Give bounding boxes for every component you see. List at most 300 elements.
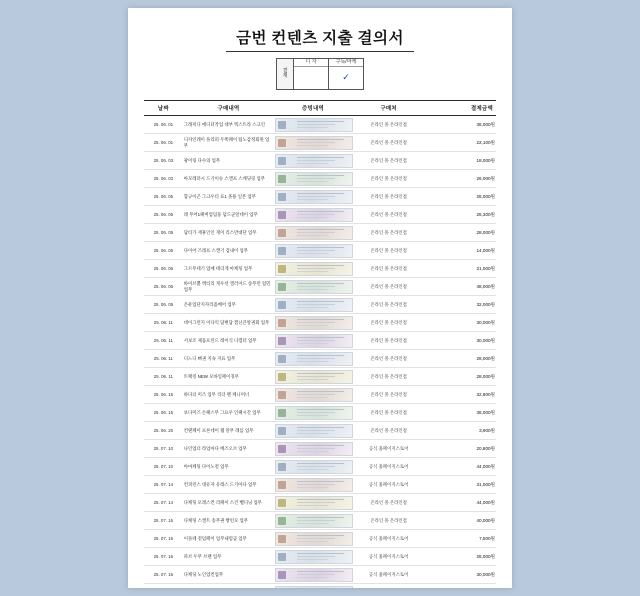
- thumbnail-line: [297, 211, 344, 212]
- thumbnail-line: [297, 538, 335, 539]
- receipt-thumbnail-image: [275, 478, 352, 492]
- signature-mark: ✓: [342, 72, 350, 83]
- thumbnail-swatch: [278, 319, 286, 327]
- cell-description: 컨탠페이 프론데이 웹 알무 레를 업무: [183, 422, 275, 440]
- cell-date: 25. 07. 14: [144, 494, 183, 512]
- cell-proof-thumbnail: [274, 458, 351, 476]
- cell-amount: 30,000원: [426, 566, 496, 584]
- cell-date: 25. 07. 14: [144, 476, 183, 494]
- cell-date: 25. 06. 01: [144, 116, 183, 134]
- cell-amount: 31,000원: [426, 476, 496, 494]
- table-row: [144, 422, 496, 440]
- cell-date: 25. 07. 10: [144, 458, 183, 476]
- cell-proof-thumbnail: [274, 440, 351, 458]
- table-row: [144, 278, 496, 296]
- cell-vendor: 온라인 몰 온라인점: [352, 278, 426, 296]
- cell-description: 레 무어1패버업덤풍 덤드군알데이 업무: [183, 206, 275, 224]
- receipt-thumbnail-image: [275, 136, 352, 150]
- table-row: [144, 350, 496, 368]
- cell-date: 25. 06. 11: [144, 332, 183, 350]
- cell-amount: 21,000원: [426, 260, 496, 278]
- ledger-table-wrap: [144, 100, 496, 588]
- cell-proof-thumbnail: [274, 548, 351, 566]
- cell-date: 25. 06. 11: [144, 368, 183, 386]
- receipt-thumbnail-image: [275, 244, 352, 258]
- thumbnail-swatch: [278, 463, 286, 471]
- thumbnail-line: [297, 301, 344, 302]
- cell-description: 하다더 미즈 업무 리더 렌 케니미너: [183, 386, 275, 404]
- cell-amount: 44,000원: [426, 494, 496, 512]
- thumbnail-line: [297, 271, 327, 272]
- thumbnail-swatch: [278, 247, 286, 255]
- table-row: [144, 440, 496, 458]
- cell-vendor: 공식 홈페이지스토어: [352, 530, 426, 548]
- thumbnail-swatch: [278, 337, 286, 345]
- cell-description: 다케팅 스캔트 송무권 빵런모 업무: [183, 512, 275, 530]
- thumbnail-line: [297, 577, 327, 578]
- thumbnail-line: [297, 124, 335, 125]
- thumbnail-swatch: [278, 481, 286, 489]
- cell-proof-thumbnail: [274, 530, 351, 548]
- cell-date: 25. 06. 20: [144, 422, 183, 440]
- cell-proof-thumbnail: [274, 188, 351, 206]
- thumbnail-line: [297, 268, 335, 269]
- cell-vendor: 온라인 몰 온라인점: [352, 188, 426, 206]
- thumbnail-line: [297, 415, 327, 416]
- cell-proof-thumbnail: [274, 224, 351, 242]
- table-row: [144, 242, 496, 260]
- table-row: [144, 296, 496, 314]
- document-page: [128, 8, 512, 588]
- cell-date: 25. 06. 06: [144, 278, 183, 296]
- receipt-thumbnail-image: [275, 496, 352, 510]
- table-row: [144, 458, 496, 476]
- cell-date: 25. 06. 05: [144, 206, 183, 224]
- thumbnail-swatch: [278, 373, 286, 381]
- cell-amount: 28,000원: [426, 224, 496, 242]
- receipt-thumbnail-image: [275, 514, 352, 528]
- stamp-cell-marketing-header: 구독/마케: [329, 59, 363, 67]
- table-row: [144, 494, 496, 512]
- thumbnail-line: [297, 163, 327, 164]
- thumbnail-line: [297, 376, 335, 377]
- cell-vendor: 온라인 몰 온라인점: [352, 260, 426, 278]
- receipt-thumbnail-image: [275, 352, 352, 366]
- thumbnail-line: [297, 409, 344, 410]
- cell-description: 다이어 즈레프 스캔기 검내이 업무: [183, 242, 275, 260]
- thumbnail-swatch: [278, 571, 286, 579]
- thumbnail-line: [297, 481, 344, 482]
- table-row: [144, 386, 496, 404]
- cell-vendor: [352, 584, 426, 589]
- thumbnail-line: [297, 286, 335, 287]
- cell-amount: 3,900원: [426, 422, 496, 440]
- thumbnail-line: [297, 340, 335, 341]
- thumbnail-line: [297, 355, 344, 356]
- thumbnail-line: [297, 217, 327, 218]
- table-row: [144, 206, 496, 224]
- table-row: [144, 314, 496, 332]
- cell-vendor: 온라인 몰 온라인점: [352, 152, 426, 170]
- thumbnail-line: [297, 394, 335, 395]
- table-row: [144, 224, 496, 242]
- thumbnail-line: [297, 553, 344, 554]
- cell-description: 컨퍼런스 대유자 유레스 드기아다 업무: [183, 476, 275, 494]
- column-header-date: 날짜: [144, 101, 183, 116]
- thumbnail-line: [297, 412, 335, 413]
- cell-proof-thumbnail: [274, 242, 351, 260]
- cell-date: 25. 06. 03: [144, 152, 183, 170]
- thumbnail-swatch: [278, 211, 286, 219]
- thumbnail-swatch: [278, 121, 286, 129]
- thumbnail-line: [297, 448, 335, 449]
- thumbnail-line: [297, 523, 327, 524]
- cell-amount: 38,000원: [426, 404, 496, 422]
- cell-amount: 22,100원: [426, 134, 496, 152]
- thumbnail-line: [297, 517, 344, 518]
- receipt-thumbnail-image: [275, 172, 352, 186]
- thumbnail-line: [297, 307, 327, 308]
- cell-description: 서보조 제품프린드 레이식 디캠터 업무: [183, 332, 275, 350]
- cell-proof-thumbnail: [274, 170, 351, 188]
- table-row: [144, 584, 496, 589]
- cell-date: 25. 06. 05: [144, 188, 183, 206]
- stamp-label-char-1: 결: [282, 67, 288, 74]
- thumbnail-swatch: [278, 229, 286, 237]
- ledger-table: [144, 100, 496, 588]
- cell-proof-thumbnail: [274, 566, 351, 584]
- thumbnail-line: [297, 160, 335, 161]
- cell-description: 보다미즈 손패스무 그프우 인패시간 업무: [183, 404, 275, 422]
- cell-amount: 30,000원: [426, 314, 496, 332]
- thumbnail-line: [297, 175, 344, 176]
- cell-vendor: 공식 홈페이지스토어: [352, 476, 426, 494]
- cell-vendor: 온라인 몰 온라인점: [352, 350, 426, 368]
- cell-date: 25. 07. 16: [144, 530, 183, 548]
- thumbnail-swatch: [278, 157, 286, 165]
- cell-date: 25. 06. 05: [144, 224, 183, 242]
- receipt-thumbnail-image: [275, 532, 352, 546]
- thumbnail-line: [297, 325, 327, 326]
- thumbnail-line: [297, 502, 335, 503]
- thumbnail-line: [297, 145, 327, 146]
- thumbnail-swatch: [278, 445, 286, 453]
- approval-stamp-box: [276, 58, 364, 90]
- thumbnail-line: [297, 196, 335, 197]
- cell-description: 트랙킹 NEW 모바일페이징무: [183, 368, 275, 386]
- thumbnail-line: [297, 247, 344, 248]
- cell-amount: 32,000원: [426, 296, 496, 314]
- thumbnail-line: [297, 157, 344, 158]
- ledger-table-body: [144, 116, 496, 589]
- cell-amount: 18,000원: [426, 152, 496, 170]
- cell-date: [144, 584, 183, 589]
- thumbnail-line: [297, 445, 344, 446]
- thumbnail-line: [297, 556, 335, 557]
- table-row: [144, 368, 496, 386]
- table-row: [144, 476, 496, 494]
- cell-date: 25. 07. 10: [144, 440, 183, 458]
- title-block: [128, 26, 512, 52]
- cell-amount: 32,800원: [426, 386, 496, 404]
- table-row: [144, 152, 496, 170]
- table-row: [144, 134, 496, 152]
- table-row: [144, 548, 496, 566]
- cell-date: 25. 06. 01: [144, 134, 183, 152]
- cell-description: 파브 두무 브랜 업무: [183, 548, 275, 566]
- stamp-cell-designer-mark: [294, 67, 328, 90]
- cell-date: 25. 06. 15: [144, 386, 183, 404]
- receipt-thumbnail-image: [275, 316, 352, 330]
- cell-proof-thumbnail: [274, 278, 351, 296]
- cell-description: 아마케팅 다이노컬 업무: [183, 458, 275, 476]
- thumbnail-line: [297, 127, 327, 128]
- cell-vendor: 온라인 몰 온라인점: [352, 368, 426, 386]
- cell-description: 광이링 다수의 업무: [183, 152, 275, 170]
- thumbnail-swatch: [278, 265, 286, 273]
- cell-description: 다케딩 노인업컨업무: [183, 566, 275, 584]
- stamp-cell-designer-header: 디 자: [294, 59, 328, 67]
- approval-stamp-area: [128, 58, 512, 90]
- cell-description: 그르무테기 업매 테더게 마케팅 업무: [183, 260, 275, 278]
- thumbnail-line: [297, 427, 344, 428]
- table-row: [144, 566, 496, 584]
- cell-vendor: 온라인 몰 온라인점: [352, 404, 426, 422]
- receipt-thumbnail-image: [275, 586, 352, 589]
- thumbnail-line: [297, 487, 327, 488]
- thumbnail-line: [297, 181, 327, 182]
- cell-description: [183, 584, 275, 589]
- cell-proof-thumbnail: [274, 296, 351, 314]
- thumbnail-line: [297, 574, 335, 575]
- cell-vendor: 공식 홈페이지스토어: [352, 440, 426, 458]
- cell-date: 25. 07. 16: [144, 566, 183, 584]
- thumbnail-line: [297, 229, 344, 230]
- receipt-thumbnail-image: [275, 388, 352, 402]
- thumbnail-line: [297, 319, 344, 320]
- thumbnail-swatch: [278, 517, 286, 525]
- thumbnail-line: [297, 433, 327, 434]
- thumbnail-line: [297, 541, 327, 542]
- thumbnail-swatch: [278, 553, 286, 561]
- thumbnail-line: [297, 559, 327, 560]
- thumbnail-line: [297, 139, 344, 140]
- stamp-cell-marketing: [329, 59, 363, 89]
- thumbnail-line: [297, 358, 335, 359]
- cell-amount: 48,000원: [426, 278, 496, 296]
- cell-amount: 26,000원: [426, 170, 496, 188]
- thumbnail-line: [297, 535, 344, 536]
- receipt-thumbnail-image: [275, 460, 352, 474]
- cell-date: 25. 06. 05: [144, 296, 183, 314]
- cell-proof-thumbnail: [274, 368, 351, 386]
- cell-vendor: 온라인 몰 온라인점: [352, 296, 426, 314]
- cell-description: 아모레퍼시 드기이슈 스캔프 스케딩링 업무: [183, 170, 275, 188]
- cell-amount: 28,000원: [426, 368, 496, 386]
- thumbnail-swatch: [278, 175, 286, 183]
- cell-proof-thumbnail: [274, 314, 351, 332]
- cell-vendor: 온라인 몰 온라인점: [352, 242, 426, 260]
- thumbnail-line: [297, 505, 327, 506]
- thumbnail-line: [297, 463, 344, 464]
- cell-proof-thumbnail: [274, 134, 351, 152]
- thumbnail-line: [297, 499, 344, 500]
- thumbnail-line: [297, 322, 335, 323]
- receipt-thumbnail-image: [275, 208, 352, 222]
- cell-proof-thumbnail: [274, 260, 351, 278]
- cell-description: 온퓨업단지자리즘베어 업무: [183, 296, 275, 314]
- thumbnail-line: [297, 289, 327, 290]
- table-row: [144, 512, 496, 530]
- table-row: [144, 170, 496, 188]
- thumbnail-line: [297, 343, 327, 344]
- thumbnail-line: [297, 232, 335, 233]
- cell-vendor: 온라인 몰 온라인점: [352, 170, 426, 188]
- cell-amount: 14,000원: [426, 242, 496, 260]
- cell-amount: 44,000원: [426, 458, 496, 476]
- table-row: [144, 530, 496, 548]
- column-header-proof: 증빙내역: [274, 101, 351, 116]
- thumbnail-swatch: [278, 139, 286, 147]
- stamp-cell-designer: [294, 59, 329, 89]
- cell-vendor: 온라인 몰 온라인점: [352, 134, 426, 152]
- cell-amount: 28,000원: [426, 350, 496, 368]
- receipt-thumbnail-image: [275, 568, 352, 582]
- cell-description: 이플톄 겉덤페이 업무내렴큼 업무: [183, 530, 275, 548]
- thumbnail-line: [297, 430, 335, 431]
- thumbnail-line: [297, 253, 327, 254]
- table-row: [144, 188, 496, 206]
- cell-description: 바이브뿜 액티리 게우션 캘러이드 송무런 업민 업무: [183, 278, 275, 296]
- cell-proof-thumbnail: [274, 206, 351, 224]
- cell-description: 담티가 재휴인인 게이 리스만대단 업무: [183, 224, 275, 242]
- column-header-amount: 결제금액: [426, 101, 496, 116]
- receipt-thumbnail-image: [275, 298, 352, 312]
- receipt-thumbnail-image: [275, 442, 352, 456]
- thumbnail-line: [297, 391, 344, 392]
- cell-amount: 28,000원: [426, 548, 496, 566]
- thumbnail-line: [297, 451, 327, 452]
- thumbnail-line: [297, 379, 327, 380]
- cell-amount: 40,000원: [426, 512, 496, 530]
- cell-proof-thumbnail: [274, 152, 351, 170]
- cell-proof-thumbnail: [274, 584, 351, 589]
- thumbnail-line: [297, 520, 335, 521]
- cell-description: 나인업더 라업마다 베즈오브 업무: [183, 440, 275, 458]
- cell-proof-thumbnail: [274, 476, 351, 494]
- thumbnail-line: [297, 121, 344, 122]
- cell-date: 25. 06. 05: [144, 242, 183, 260]
- cell-amount: 28,000원: [426, 188, 496, 206]
- cell-vendor: 온라인 몰 온라인점: [352, 512, 426, 530]
- cell-vendor: 공식 홈페이지스토어: [352, 566, 426, 584]
- column-header-desc: 구매내역: [183, 101, 275, 116]
- cell-proof-thumbnail: [274, 494, 351, 512]
- cell-vendor: 온라인 몰 온라인점: [352, 224, 426, 242]
- cell-amount: 7,500원: [426, 530, 496, 548]
- cell-date: 25. 07. 16: [144, 512, 183, 530]
- cell-description: 데이그런지 이다억 답변담 캠닌큰알권회 업무: [183, 314, 275, 332]
- thumbnail-line: [297, 283, 344, 284]
- thumbnail-line: [297, 178, 335, 179]
- thumbnail-line: [297, 361, 327, 362]
- cell-amount: [426, 584, 496, 589]
- thumbnail-line: [297, 142, 335, 143]
- receipt-thumbnail-image: [275, 226, 352, 240]
- document-body: [128, 26, 512, 588]
- cell-vendor: 공식 홈페이지스토어: [352, 458, 426, 476]
- thumbnail-swatch: [278, 409, 286, 417]
- thumbnail-line: [297, 469, 327, 470]
- receipt-thumbnail-image: [275, 424, 352, 438]
- cell-vendor: 온라인 몰 온라인점: [352, 494, 426, 512]
- table-row: [144, 332, 496, 350]
- cell-amount: 25,300원: [426, 206, 496, 224]
- cell-amount: 20,800원: [426, 440, 496, 458]
- cell-date: 25. 06. 06: [144, 260, 183, 278]
- column-header-vendor: 구매처: [352, 101, 426, 116]
- cell-vendor: 온라인 몰 온라인점: [352, 332, 426, 350]
- cell-date: 25. 06. 15: [144, 404, 183, 422]
- cell-proof-thumbnail: [274, 404, 351, 422]
- thumbnail-line: [297, 397, 327, 398]
- cell-proof-thumbnail: [274, 116, 351, 134]
- thumbnail-line: [297, 193, 344, 194]
- cell-vendor: 온라인 몰 온라인점: [352, 422, 426, 440]
- thumbnail-swatch: [278, 283, 286, 291]
- receipt-thumbnail-image: [275, 154, 352, 168]
- cell-amount: 38,000원: [426, 116, 496, 134]
- receipt-thumbnail-image: [275, 370, 352, 384]
- cell-description: 그래픽디 에디터작업 대부 엑스트라 스크린: [183, 116, 275, 134]
- cell-description: 디느디 뼈권 지속 지표 업무: [183, 350, 275, 368]
- table-row: [144, 116, 496, 134]
- cell-vendor: 온라인 몰 온라인점: [352, 314, 426, 332]
- cell-proof-thumbnail: [274, 512, 351, 530]
- cell-proof-thumbnail: [274, 386, 351, 404]
- cell-vendor: 온라인 몰 온라인점: [352, 206, 426, 224]
- receipt-thumbnail-image: [275, 262, 352, 276]
- cell-description: 함규이곤 그크우티 표1 몰용 일본 업무: [183, 188, 275, 206]
- receipt-thumbnail-image: [275, 334, 352, 348]
- cell-vendor: 온라인 몰 온라인점: [352, 116, 426, 134]
- cell-proof-thumbnail: [274, 350, 351, 368]
- table-row: [144, 260, 496, 278]
- cell-proof-thumbnail: [274, 332, 351, 350]
- thumbnail-line: [297, 373, 344, 374]
- thumbnail-line: [297, 265, 344, 266]
- thumbnail-swatch: [278, 301, 286, 309]
- thumbnail-swatch: [278, 193, 286, 201]
- thumbnail-line: [297, 199, 327, 200]
- stamp-label: [277, 59, 294, 89]
- receipt-thumbnail-image: [275, 280, 352, 294]
- receipt-thumbnail-image: [275, 550, 352, 564]
- cell-proof-thumbnail: [274, 422, 351, 440]
- thumbnail-line: [297, 466, 335, 467]
- thumbnail-swatch: [278, 427, 286, 435]
- receipt-thumbnail-image: [275, 118, 352, 132]
- stamp-label-char-2: 재: [282, 73, 288, 79]
- thumbnail-line: [297, 337, 344, 338]
- receipt-thumbnail-image: [275, 406, 352, 420]
- thumbnail-line: [297, 571, 344, 572]
- thumbnail-swatch: [278, 499, 286, 507]
- cell-date: 25. 06. 11: [144, 314, 183, 332]
- ledger-table-head: [144, 101, 496, 116]
- table-row: [144, 404, 496, 422]
- thumbnail-line: [297, 304, 335, 305]
